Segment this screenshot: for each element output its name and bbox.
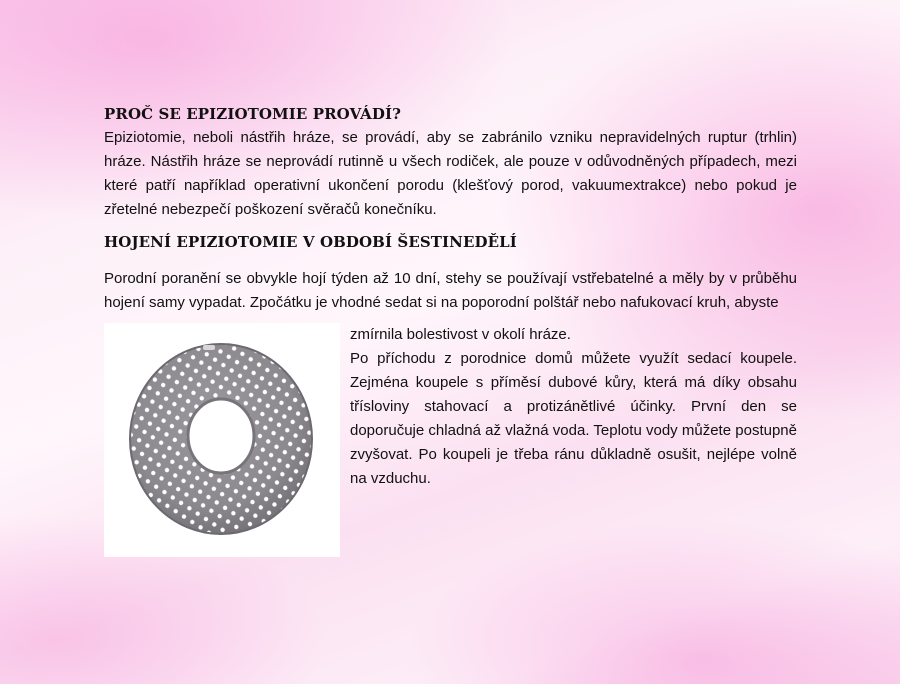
document-body — [104, 103, 797, 315]
donut-cushion-icon — [104, 323, 340, 557]
section-paragraph-healing-intro: Porodní poranění se obvykle hojí týden až 10 dní, stehy se používají vstřebatelné a měly by v průběhu hojení samy vypadat. Zpočátku je vhodné sedat si na poporodní polštář nebo nafukovací kruh, abyste — [104, 270, 797, 311]
section-paragraph-bath: Po příchodu z porodnice domů můžete využít sedací koupele. Zejména koupele s příměsí dubové kůry, která má díky obsahu třísloviny stahovací a protizánětlivé účinky. První den se doporučuje chladná až vlažná voda. Teplotu vody můžete postupně zvyšovat. Po koupeli je třeba ránu důkladně osušit, nejlépe volně na vzduchu. — [350, 350, 797, 487]
section-heading-healing: HOJENÍ EPIZIOTOMIE V OBDOBÍ ŠESTINEDĚLÍ — [104, 233, 517, 251]
side-text — [350, 323, 797, 491]
cushion-image — [104, 323, 340, 557]
section-paragraph-healing-continued: zmírnila bolestivost v okolí hráze. — [350, 326, 571, 343]
section-heading-why: PROČ SE EPIZIOTOMIE PROVÁDÍ? — [104, 105, 401, 123]
section-paragraph-why: Epiziotomie, neboli nástřih hráze, se provádí, aby se zabránilo vzniku nepravidelných ruptur (trhlin) hráze. Nástřih hráze se neprovádí rutinně u všech rodiček, ale pouze v odůvodněných případech, mezi které patří například operativní ukončení porodu (klešťový porod, vakuumextrakce) nebo pokud je zřetelné nebezpečí poškození svěračů konečníku. — [104, 129, 797, 218]
